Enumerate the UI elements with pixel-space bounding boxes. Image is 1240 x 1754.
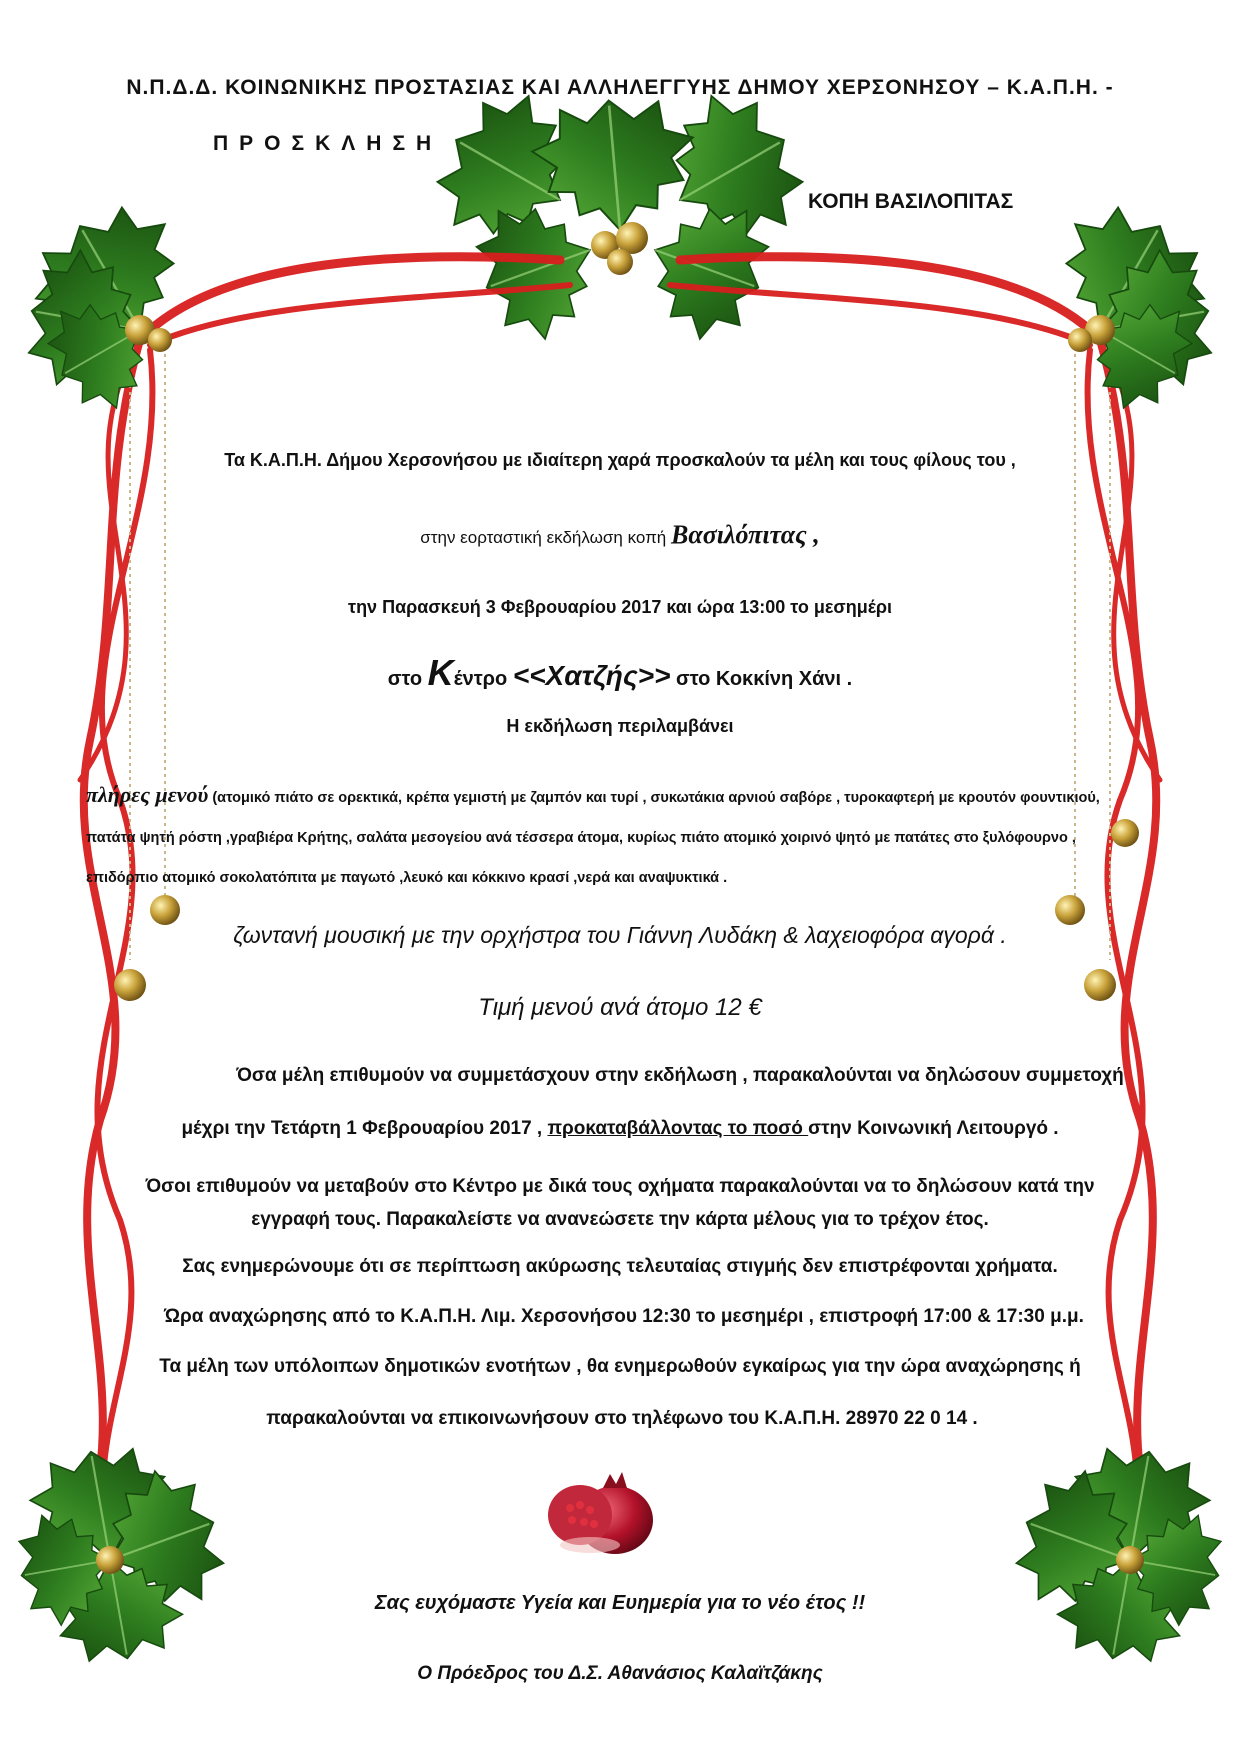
vasilopita-word: Βασιλόπιτας ,: [671, 520, 820, 549]
price-line: Τιμή μενού ανά άτομο 12 €: [478, 994, 762, 1021]
other-units-line: Τα μέλη των υπόλοιπων δημοτικών ενοτήτων , θα ενημερωθούν εγκαίρως για την ώρα αναχώρησης ή: [159, 1356, 1081, 1377]
venue-location: στο Κοκκίνη Χάνι .: [676, 668, 853, 690]
menu-text: (ατομικό πιάτο σε ορεκτικά, κρέπα γεμιστή με ζαμπόν και τυρί , συκωτάκια αρνιού σαβόρε , τυροκαφτερή με κρουτόν φουντικιού, πατάτα ψητή ρόστη ,γραβιέρα Κρήτης, σαλάτα μεσογείου ανά τέσσερα άτομα, κυρίως πιάτο ατομικό χοιρινό ψητό με πατάτες στο ξυλόφουρνο , επιδόρπιο ατομικό σοκολατόπιτα με παγωτό ,λευκό και κόκκινο κρασί ,νερά και αναψυκτικά .: [86, 790, 1100, 886]
bottom-left-holly: [12, 1440, 237, 1669]
departure-line: Ώρα αναχώρησης από το Κ.Α.Π.Η. Λιμ. Χερσονήσου 12:30 το μεσημέρι , επιστροφή 17:00 & 17:30 μ.μ.: [164, 1306, 1084, 1327]
cancellation-line: Σας ενημερώνουμε ότι σε περίπτωση ακύρωσης τελευταίας στιγμής δεν επιστρέφονται χρήματα.: [182, 1256, 1058, 1277]
phone-line: παρακαλούνται να επικοινωνήσουν στο τηλέφωνο του Κ.Α.Π.Η. 28970 22 0 14 .: [266, 1408, 978, 1429]
prepayment-text: προκαταβάλλοντας το ποσό: [547, 1118, 809, 1139]
top-holly-cluster: [419, 76, 821, 352]
deadline-text: μέχρι την Τετάρτη 1 Φεβρουαρίου 2017 ,: [181, 1118, 548, 1139]
date-time-line: την Παρασκευή 3 Φεβρουαρίου 2017 και ώρα 13:00 το μεσημέρι: [348, 597, 892, 617]
transport-line-1: Όσοι επιθυμούν να μεταβούν στο Κέντρο με δικά τους οχήματα παρακαλούνται να το δηλώσουν κατά την: [145, 1176, 1095, 1197]
venue-initial: Κ: [427, 652, 454, 693]
organization-header: Ν.Π.Δ.Δ. ΚΟΙΝΩΝΙΚΗΣ ΠΡΟΣΤΑΣΙΑΣ ΚΑΙ ΑΛΛΗΛΕΓΓΥΗΣ ΔΗΜΟΥ ΧΕΡΣΟΝΗΣΟΥ – Κ.Α.Π.Η. -: [126, 76, 1114, 99]
deadline-line: [0, 1118, 1240, 1140]
menu-title: πλήρες μενού: [86, 782, 209, 807]
bottom-right-holly: [1003, 1440, 1228, 1669]
new-year-wish: Σας ευχόμαστε Υγεία και Ευημερία για το νέο έτος !!: [374, 1592, 866, 1614]
invitation-title: ΠΡΟΣΚΛΗΣΗ: [213, 132, 443, 155]
intro-line: Τα Κ.Α.Π.Η. Δήμου Χερσονήσου με ιδιαίτερη χαρά προσκαλούν τα μέλη και τους φίλους του ,: [224, 450, 1016, 470]
event-name: ΚΟΠΗ ΒΑΣΙΛΟΠΙΤΑΣ: [808, 190, 1014, 213]
includes-line: Η εκδήλωση περιλαμβάνει: [506, 716, 734, 736]
pomegranates: [548, 1472, 653, 1554]
registration-line: Όσα μέλη επιθυμούν να συμμετάσχουν στην εκδήλωση , παρακαλούνται να δηλώσουν συμμετοχή: [236, 1065, 1124, 1086]
event-line: [0, 520, 1240, 550]
social-worker-text: στην Κοινωνική Λειτουργό .: [808, 1118, 1059, 1139]
event-line-text: στην εορταστική εκδήλωση κοπή: [420, 528, 667, 547]
venue-line: [0, 652, 1240, 694]
venue-prefix: στο: [387, 668, 423, 690]
venue-name: <<Χατζής>>: [512, 660, 671, 691]
transport-line: [0, 1170, 1240, 1236]
transport-line-2: εγγραφή τους. Παρακαλείστε να ανανεώσετε την κάρτα μέλους για το τρέχον έτος.: [251, 1209, 989, 1230]
menu-description: [86, 775, 1126, 898]
signature: Ο Πρόεδρος του Δ.Σ. Αθανάσιος Καλαϊτζάκης: [417, 1663, 823, 1684]
music-line: ζωντανή μουσική με την ορχήστρα του Γιάννη Λυδάκη & λαχειοφόρα αγορά .: [233, 922, 1007, 948]
venue-word: έντρο: [453, 668, 508, 690]
